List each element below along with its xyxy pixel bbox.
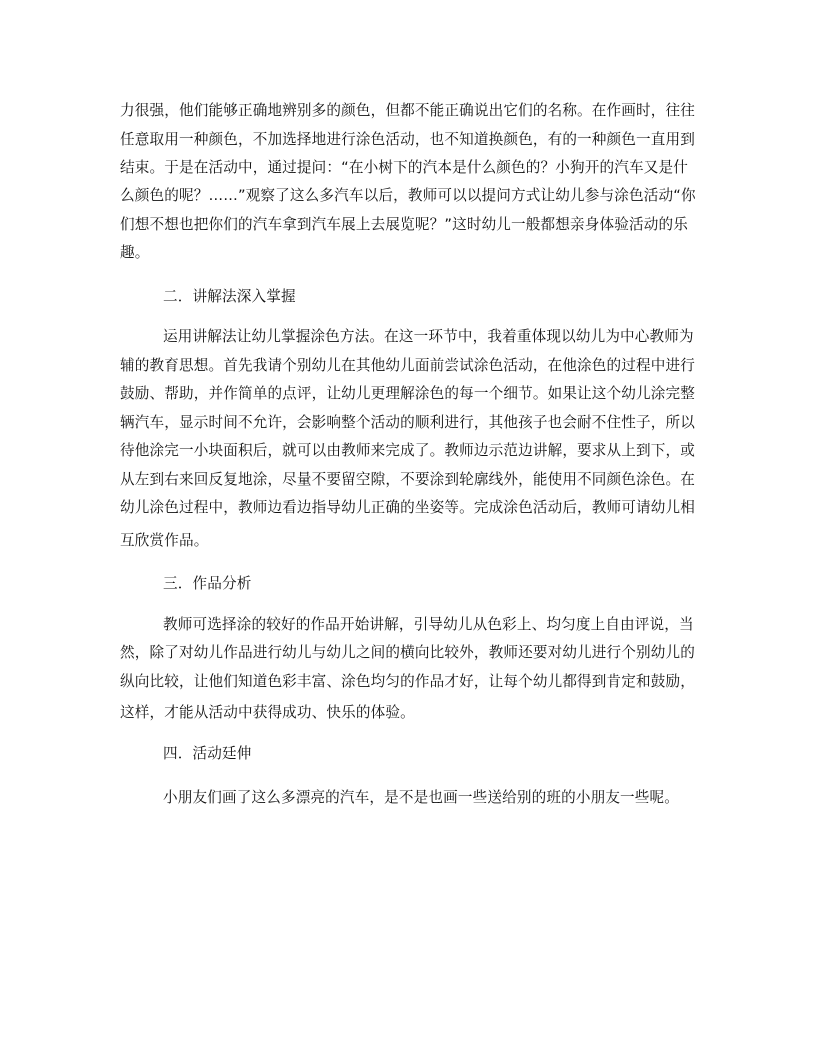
paragraph-line: 辅的教育思想。首先我请个别幼儿在其他幼儿面前尝试涂色活动，在他涂色的过程中进行 [120, 357, 696, 374]
paragraph-line: 幼儿涂色过程中，教师边看边指导幼儿正确的坐姿等。完成涂色活动后，教师可请幼儿相 [120, 499, 696, 516]
paragraph-line: 纵向比较，让他们知道色彩丰富、涂色均匀的作品才好，让每个幼儿都得到肯定和鼓励， [120, 673, 696, 690]
paragraph-line: 运用讲解法让幼儿掌握涂色方法。在这一环节中，我着重体现以幼儿为中心教师为 [163, 328, 694, 345]
paragraph-line: 待他涂完一小块面积后，就可以由教师来完成了。教师边示范边讲解，要求从上到下，或 [120, 442, 696, 459]
paragraph-line: 小朋友们画了这么多漂亮的汽车，是不是也画一些送给别的班的小朋友一些呢。 [163, 789, 680, 806]
paragraph-line: 们想不想也把你们的汽车拿到汽车展上去展览呢？”这时幼儿一般都想亲身体验活动的乐 [120, 216, 688, 233]
paragraph-line: 任意取用一种颜色，不加选择地进行涂色活动，也不知道换颜色，有的一种颜色一直用到 [120, 131, 696, 148]
section-heading-3: 三．作品分析 [163, 575, 252, 592]
section-heading-4: 四．活动廷伸 [163, 745, 252, 762]
paragraph-line: 鼓励、帮助，并作简单的点评，让幼儿更理解涂色的每一个细节。如果让这个幼儿涂完整 [120, 385, 696, 402]
paragraph-line: 教师可选择涂的较好的作品开始讲解，引导幼儿从色彩上、均匀度上自由评说，当 [163, 616, 694, 633]
section-heading-2: 二．讲解法深入掌握 [163, 288, 296, 305]
paragraph-line: 趣。 [120, 244, 150, 261]
paragraph-line: 然，除了对幼儿作品进行幼儿与幼儿之间的横向比较外，教师还要对幼儿进行个别幼儿的 [120, 644, 696, 661]
paragraph-line: 从左到右来回反复地涂，尽量不要留空隙，不要涂到轮廓线外，能使用不同颜色涂色。在 [120, 471, 696, 488]
paragraph-line: 结束。于是在活动中，通过提问：“在小树下的汽本是什么颜色的？小狗开的汽车又是什 [120, 159, 688, 176]
paragraph-line: 么颜色的呢？……”观察了这么多汽车以后，教师可以以提问方式让幼儿参与涂色活动“你 [120, 187, 696, 204]
paragraph-line: 互欣赏作品。 [120, 532, 209, 549]
paragraph-line: 辆汽车，显示时间不允许，会影响整个活动的顺利进行，其他孩子也会耐不住性子，所以 [120, 414, 696, 431]
paragraph-line: 这样，才能从活动中获得成功、快乐的体验。 [120, 704, 415, 721]
paragraph-line: 力很强，他们能够正确地辨别多的颜色，但都不能正确说出它们的名称。在作画时，往往 [120, 102, 696, 119]
